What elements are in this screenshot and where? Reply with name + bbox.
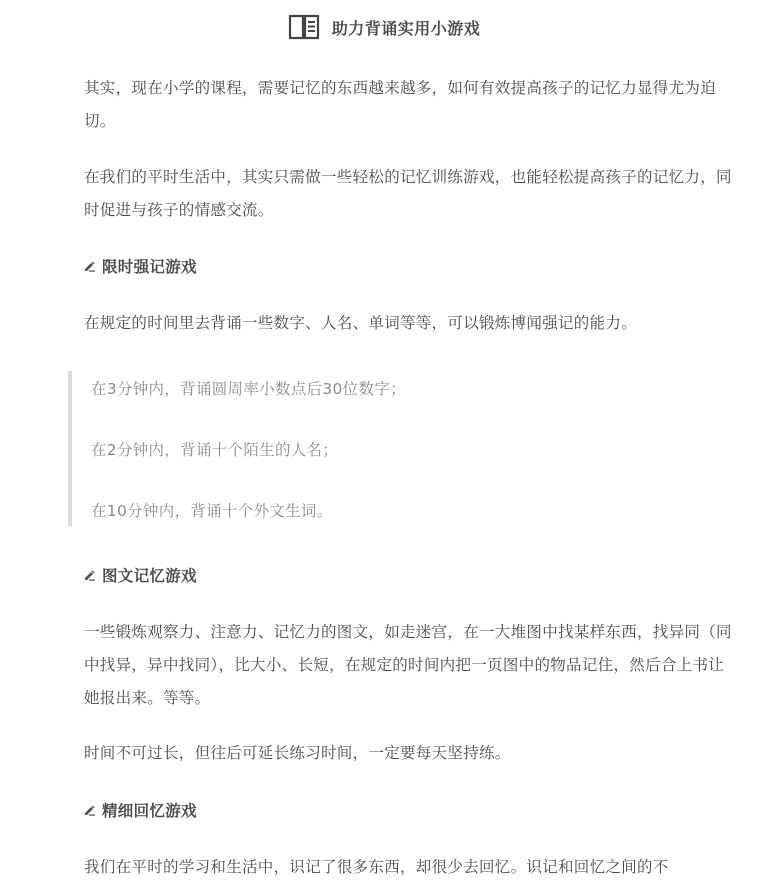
section-heading-label: 图文记忆游戏 [102,567,197,585]
section-heading-detailed-recall [84,798,197,822]
example-item: 在10分钟内，背诵十个外文生词。 [91,502,333,520]
intro-paragraph-2: 在我们的平时生活中，其实只需做一些轻松的记忆训练游戏，也能轻松提高孩子的记忆力，同时促进与孩子的情感交流。 [84,168,732,219]
section-heading-label: 精细回忆游戏 [102,802,197,820]
section-note-image-text-memory: 时间不可过长，但往后可延长练习时间，一定要每天坚持练。 [84,744,511,762]
article-title: 助力背诵实用小游戏 [331,18,481,38]
section-body-detailed-recall: 我们在平时的学习和生活中，识记了很多东西，却很少去回忆。识记和回忆之间的不 [84,858,669,876]
example-blockquote [68,371,728,526]
section-heading-label: 限时强记游戏 [102,258,197,276]
section-body-image-text-memory: 一些锻炼观察力、注意力、记忆力的图文，如走迷宫，在一大堆图中找某样东西，找异同（同中找异，异中找同），比大小、长短，在规定的时间内把一页图中的物品记住，然后合上书让她报出来。等等。 [84,623,732,707]
example-item: 在3分钟内，背诵圆周率小数点后30位数字； [91,380,406,398]
intro-paragraph-1: 其实，现在小学的课程，需要记忆的东西越来越多，如何有效提高孩子的记忆力显得尤为迫切。 [84,79,717,130]
section-heading-image-text-memory [84,563,197,587]
section-heading-timed-memory [84,254,197,278]
pen-icon [84,261,95,272]
book-icon [288,13,320,41]
article-title-row [0,12,768,42]
pen-icon [84,805,95,816]
example-item: 在2分钟内，背诵十个陌生的人名； [91,441,339,459]
pen-icon [84,570,95,581]
section-body-timed-memory: 在规定的时间里去背诵一些数字、人名、单词等等，可以锻炼博闻强记的能力。 [84,314,638,332]
